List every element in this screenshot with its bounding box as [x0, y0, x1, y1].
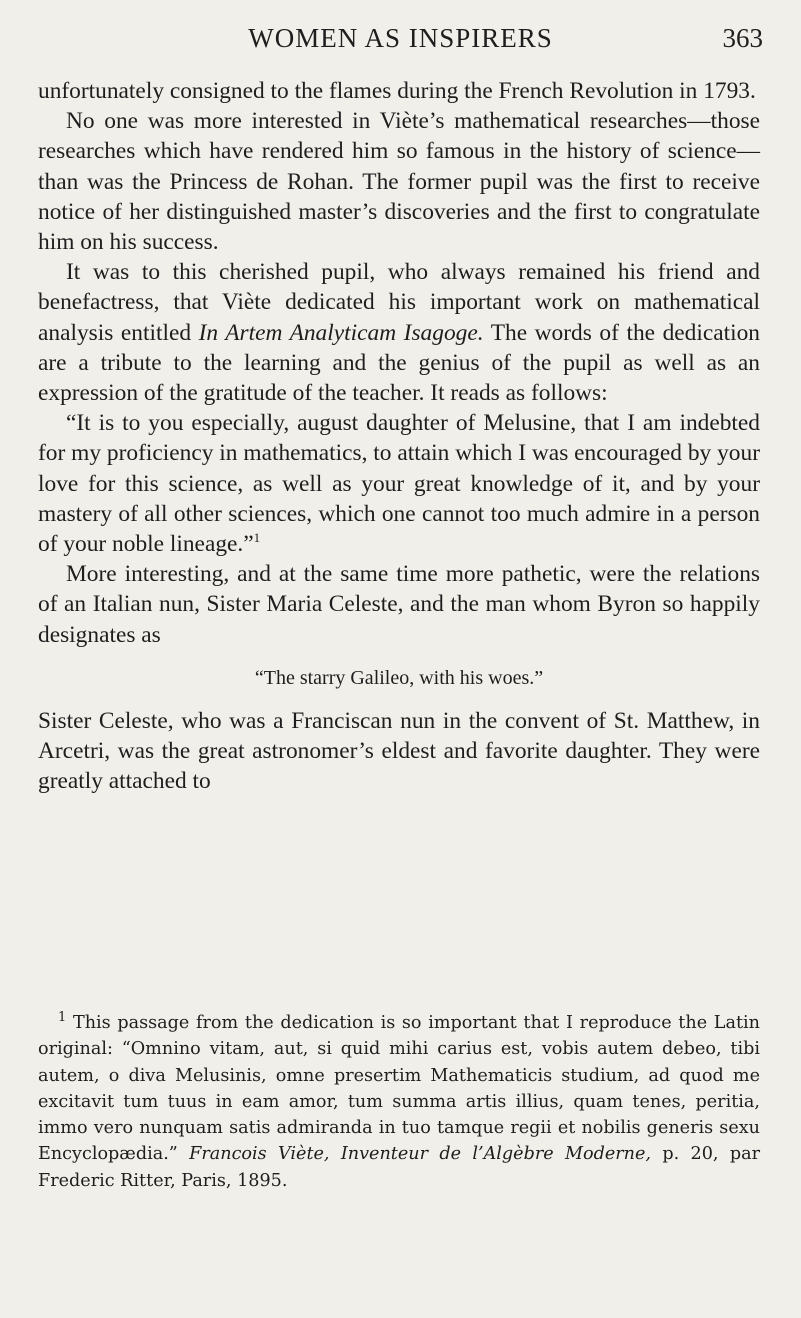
footnote-ref: 1 — [253, 530, 261, 546]
footnote-marker: 1 — [58, 1010, 67, 1026]
footnote-book-title: Francois Viète, Inventeur de l’Algèbre Moderne, — [189, 1144, 652, 1165]
footnote-text-b: p. 20, par Frederic Ritter, Paris, 1895. — [38, 1144, 760, 1191]
quote-text: “It is to you especially, august daughter of Melusine, that I am indebted for my proficiency in mathematics, to attain which I was encouraged by your love for this science, as well as your great knowledge of it, and by your mastery of all other sciences, which one cannot too much admire in a person of your noble lineage.” — [38, 410, 760, 558]
footnote-text — [38, 1010, 760, 1194]
paragraph-galileo: More interesting, and at the same time more pathetic, were the relations of an Italian nun, Sister Maria Celeste, and the man whom Byron so happily designates as — [38, 561, 760, 648]
paragraph-dedication — [38, 257, 760, 408]
paragraph-viete-researches: No one was more interested in Viète’s mathematical researches—those researches which have rendered him so famous in the history of science—than was the Princess de Rohan. The former pupil was the first to receive notice of her distinguished master’s discoveries and the first to congratulate him on his success. — [38, 108, 760, 256]
dedication-quote — [38, 408, 760, 559]
page-number: 363 — [722, 23, 763, 53]
dedication-text-a: It was to this cherished pupil, who always remained his friend and benefactress, that Viète dedicated his important work on mathematical analysis entitled — [38, 259, 760, 346]
page-header — [0, 16, 801, 60]
dedication-text-b: The words of the dedication are a tribute to the learning and the genius of the pupil as well as an expression of the gratitude of the teacher. It reads as follows: — [38, 319, 761, 407]
epigraph: “The starry Galileo, with his woes.” — [254, 666, 544, 689]
paragraph-sister-celeste: Sister Celeste, who was a Franciscan nun in the convent of St. Matthew, in Arcetri, was the great astronomer’s eldest and favorite daughter. They were greatly attached to — [38, 707, 760, 795]
body-text — [38, 76, 760, 796]
book-title: In Artem Analyticam Isagoge. — [198, 319, 484, 346]
paragraph-continued: unfortunately consigned to the flames during the French Revolution in 1793. — [38, 78, 756, 104]
running-head: WOMEN AS INSPIRERS — [248, 23, 553, 53]
footnote-text-a: This passage from the dedication is so important that I reproduce the Latin original: “Omnino vitam, aut, si quid mihi carius est, vobis autem debeo, tibi autem, o diva Melusinis, omne presertim Mathematicis studium, ad quod me excitavit tum tuus in eam amor, tum summa artis illius, quam tenes, peritia, immo vero nunquam satis admiranda in tuo tamque regii et nobilis generis sexu Encyclopædia.” — [38, 1013, 760, 1165]
footnote — [38, 1010, 760, 1194]
